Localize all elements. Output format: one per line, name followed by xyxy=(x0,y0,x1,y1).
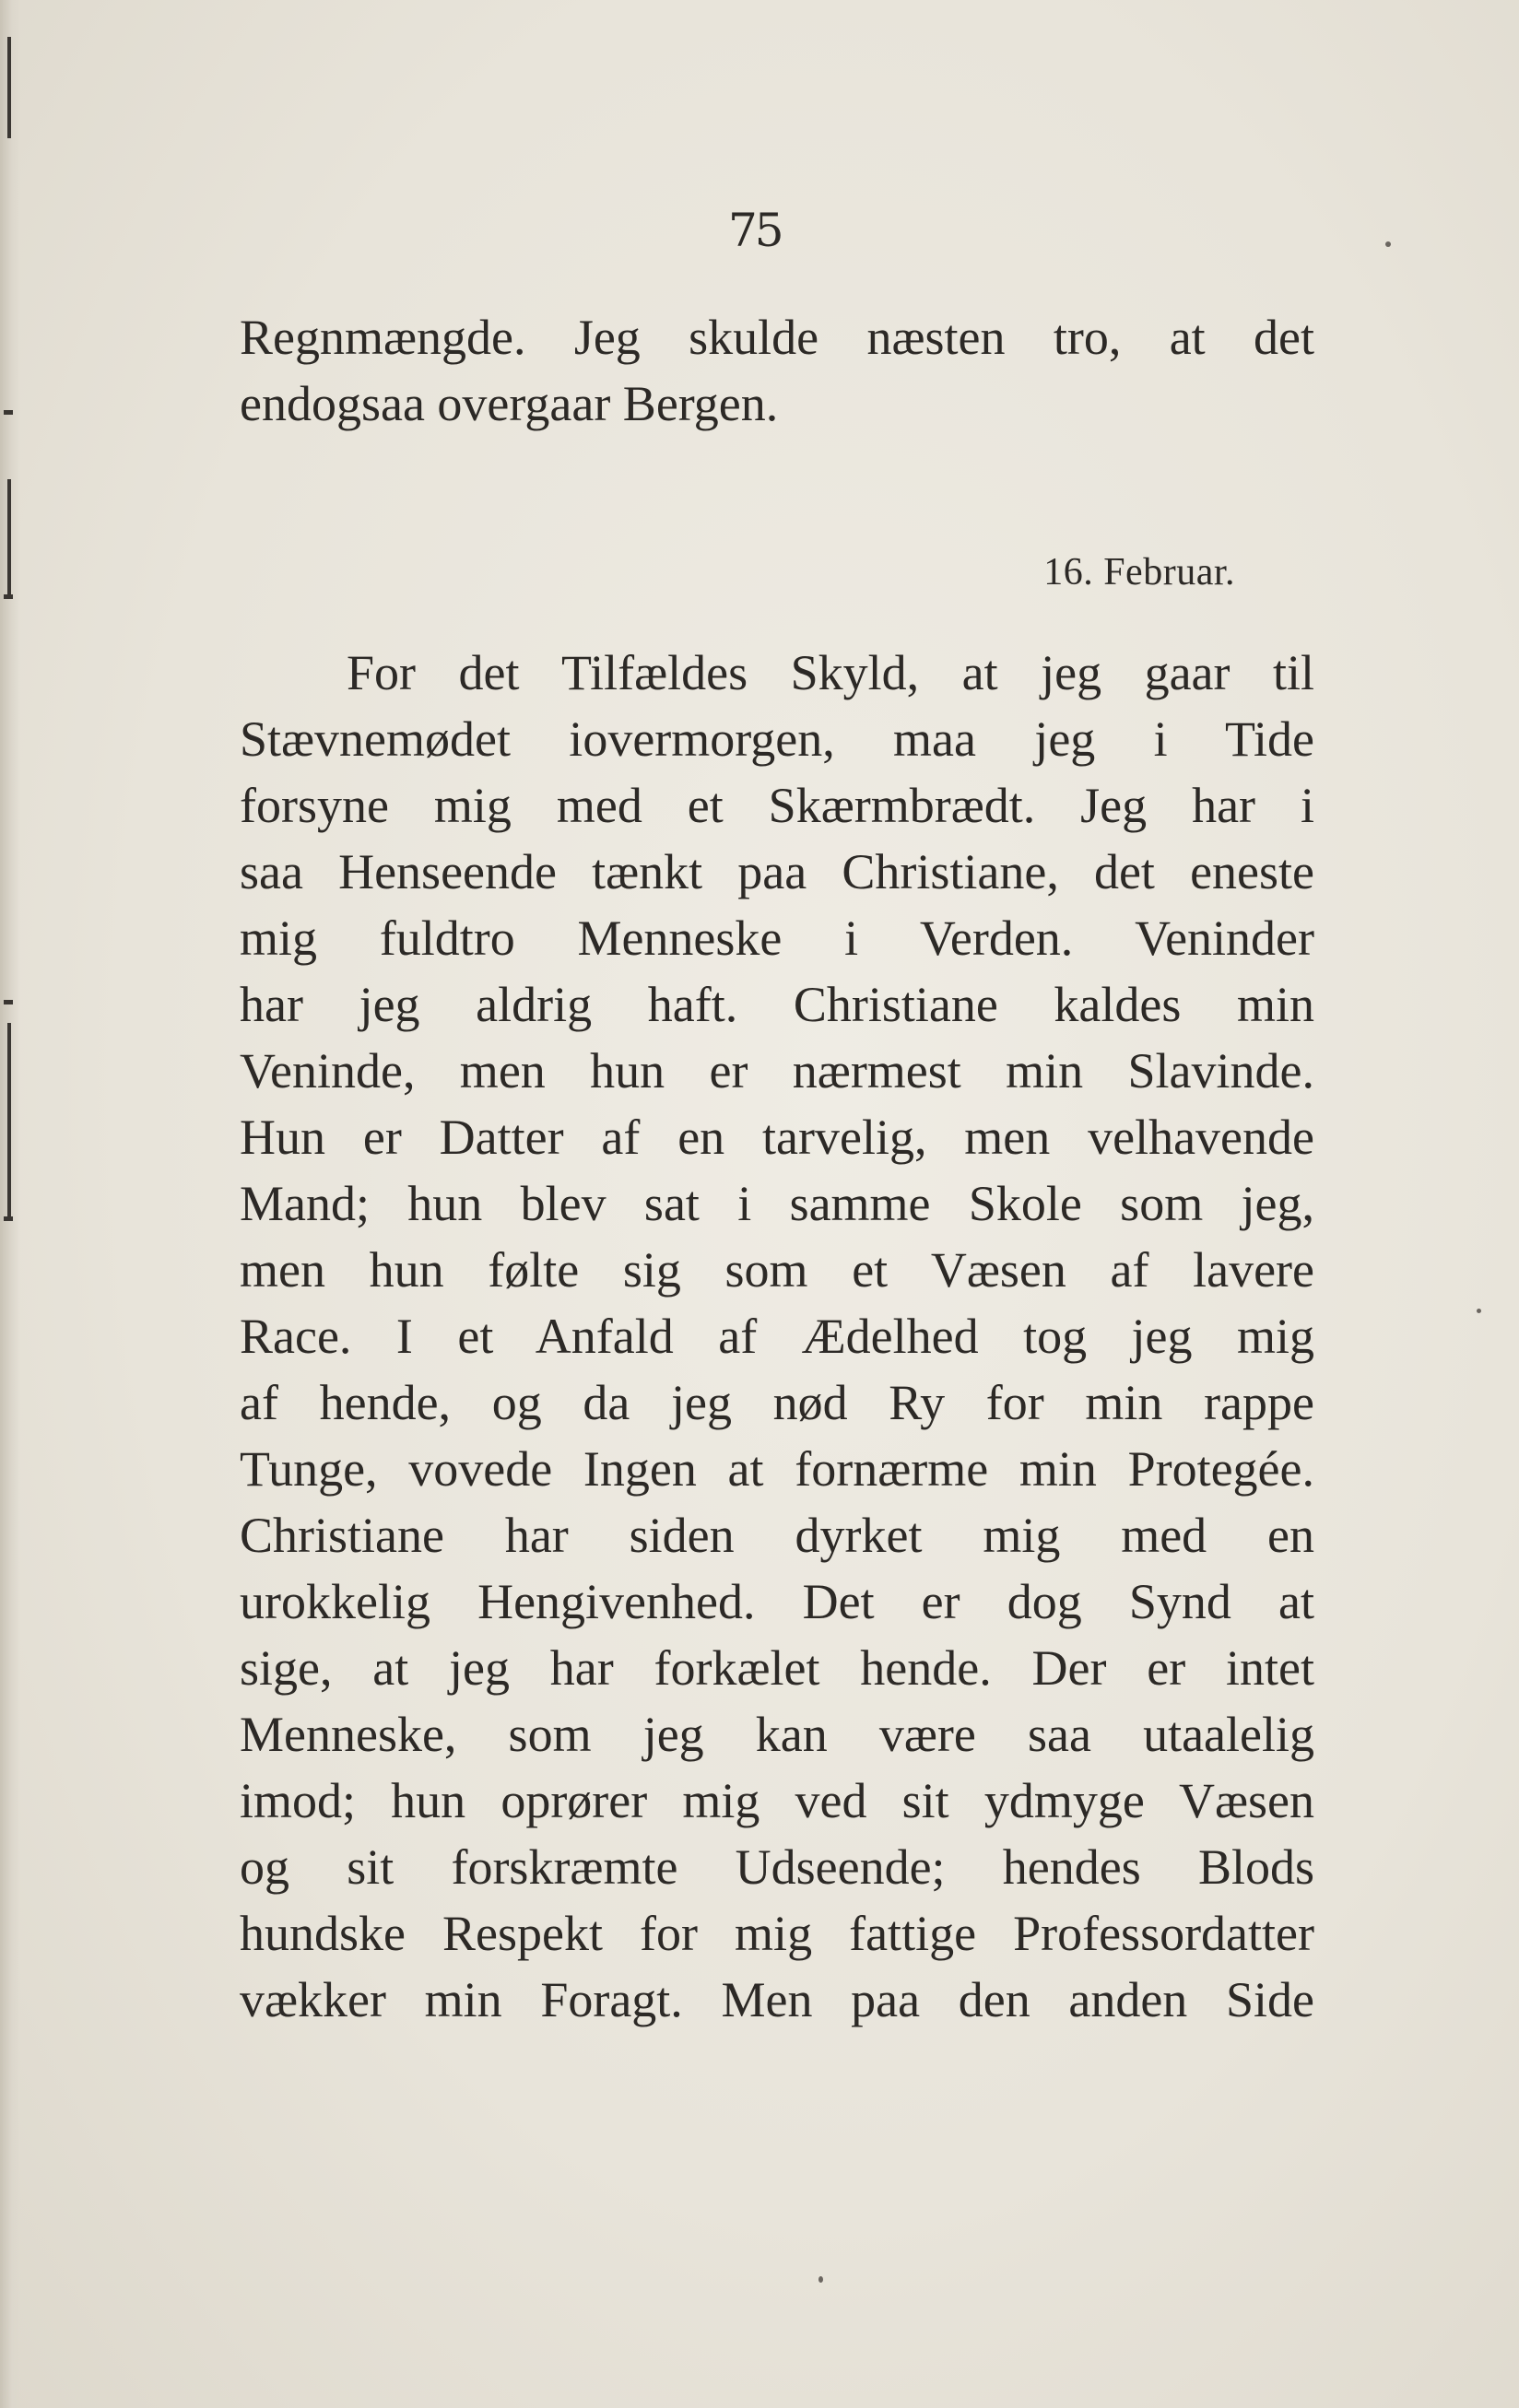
text-line: forsyne mig med et Skærmbrædt. Jeg har i xyxy=(240,778,1314,833)
text-line: Tunge, vovede Ingen at fornærme min Protegée. xyxy=(240,1441,1314,1497)
binding-mark xyxy=(7,37,11,138)
page-number: 75 xyxy=(728,204,782,257)
text-line: mig fuldtro Menneske i Verden. Veninder xyxy=(240,910,1314,966)
text-line: imod; hun oprører mig ved sit ydmyge Væsen xyxy=(240,1773,1314,1828)
text-line: har jeg aldrig haft. Christiane kaldes min xyxy=(240,977,1314,1032)
text-line: Veninde, men hun er nærmest min Slavinde. xyxy=(240,1043,1314,1098)
text-line: sige, at jeg har forkælet hende. Der er intet xyxy=(240,1640,1314,1696)
text-line: Regnmængde. Jeg skulde næsten tro, at det xyxy=(240,310,1314,365)
text-line: og sit forskræmte Udseende; hendes Blods xyxy=(240,1839,1314,1895)
text-line: Christiane har siden dyrket mig med en xyxy=(240,1508,1314,1563)
top-paragraph xyxy=(240,304,1314,437)
text-line: Race. I et Anfald af Ædelhed tog jeg mig xyxy=(240,1309,1314,1364)
binding-mark xyxy=(4,1000,13,1004)
text-line: endogsaa overgaar Bergen. xyxy=(240,376,779,431)
text-line: hundske Respekt for mig fattige Professordatter xyxy=(240,1906,1314,1961)
text-line: Mand; hun blev sat i samme Skole som jeg, xyxy=(240,1176,1314,1231)
paper-speck xyxy=(1385,241,1391,247)
date-heading: 16. Februar. xyxy=(1043,551,1235,593)
body-paragraph xyxy=(240,640,1314,2033)
text-line: men hun følte sig som et Væsen af lavere xyxy=(240,1242,1314,1298)
text-line: vækker min Foragt. Men paa den anden Side xyxy=(240,1972,1314,2027)
binding-mark xyxy=(7,1023,11,1216)
text-line: Stævnemødet iovermorgen, maa jeg i Tide xyxy=(240,711,1314,767)
binding-mark xyxy=(4,410,13,415)
binding-mark xyxy=(4,594,13,599)
text-line: Hun er Datter af en tarvelig, men velhavende xyxy=(240,1110,1314,1165)
text-line: saa Henseende tænkt paa Christiane, det eneste xyxy=(240,844,1314,899)
text-line: urokkelig Hengivenhed. Det er dog Synd at xyxy=(240,1574,1314,1629)
binding-mark xyxy=(7,479,11,599)
binding-mark xyxy=(4,1216,13,1221)
text-line: Menneske, som jeg kan være saa utaalelig xyxy=(240,1707,1314,1762)
text-line: af hende, og da jeg nød Ry for min rappe xyxy=(240,1375,1314,1430)
text-line: For det Tilfældes Skyld, at jeg gaar til xyxy=(347,645,1314,700)
paper-speck xyxy=(818,2276,823,2283)
paper-speck xyxy=(1477,1309,1481,1313)
